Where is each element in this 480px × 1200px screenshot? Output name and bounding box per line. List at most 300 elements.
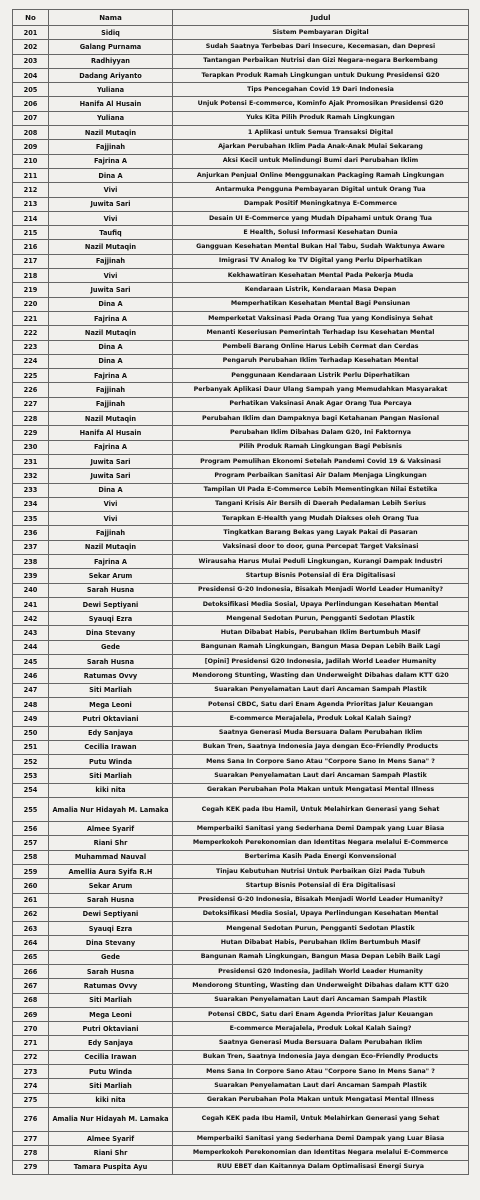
cell-no: 257 (13, 836, 49, 850)
cell-no: 269 (13, 1007, 49, 1021)
header-nama: Nama (49, 10, 173, 26)
cell-nama: Hanifa Al Husain (49, 426, 173, 440)
cell-judul: Tinjau Kebutuhan Nutrisi Untuk Perbaikan Gizi Pada Tubuh (173, 864, 469, 878)
cell-nama: Syauqi Ezra (49, 922, 173, 936)
table-row (13, 783, 469, 797)
cell-no: 220 (13, 297, 49, 311)
cell-no: 276 (13, 1107, 49, 1131)
cell-judul: Mendorong Stunting, Wasting dan Underweight Dibahas dalam KTT G20 (173, 669, 469, 683)
table-row (13, 1036, 469, 1050)
cell-judul: E-commerce Merajalela, Produk Lokal Kalah Saing? (173, 1022, 469, 1036)
cell-judul: 1 Aplikasi untuk Semua Transaksi Digital (173, 126, 469, 140)
cell-judul: E Health, Solusi Informasi Kesehatan Dunia (173, 226, 469, 240)
cell-nama: Galang Purnama (49, 40, 173, 54)
table-row (13, 1007, 469, 1021)
cell-no: 212 (13, 183, 49, 197)
cell-no: 233 (13, 483, 49, 497)
table-row (13, 655, 469, 669)
table-row (13, 369, 469, 383)
cell-nama: Sekar Arum (49, 879, 173, 893)
cell-judul: Detoksifikasi Media Sosial, Upaya Perlindungan Kesehatan Mental (173, 597, 469, 611)
cell-judul: Desain UI E-Commerce yang Mudah Dipahami untuk Orang Tua (173, 211, 469, 225)
cell-nama: Vivi (49, 512, 173, 526)
cell-judul: Presidensi G20 Indonesia, Jadilah World Leader Humanity (173, 965, 469, 979)
cell-no: 242 (13, 612, 49, 626)
table-row (13, 497, 469, 511)
cell-judul: Tingkatkan Barang Bekas yang Layak Pakai di Pasaran (173, 526, 469, 540)
cell-no: 249 (13, 712, 49, 726)
cell-judul: Tips Pencegahan Covid 19 Dari Indonesia (173, 83, 469, 97)
cell-nama: Juwita Sari (49, 283, 173, 297)
cell-nama: Dina Stevany (49, 626, 173, 640)
cell-nama: Amalia Nur Hidayah M. Lamaka (49, 1107, 173, 1131)
article-table (12, 9, 469, 1175)
table-row (13, 254, 469, 268)
table-row (13, 726, 469, 740)
cell-nama: Putu Winda (49, 755, 173, 769)
cell-judul: Wirausaha Harus Mulai Peduli Lingkungan, Kurangi Dampak Industri (173, 554, 469, 568)
table-row (13, 1065, 469, 1079)
table-header-row (13, 10, 469, 26)
cell-judul: Memperkokoh Perekonomian dan Identitas Negara melalui E-Commerce (173, 836, 469, 850)
cell-judul: Mens Sana In Corpore Sano Atau "Corpore Sano In Mens Sana" ? (173, 755, 469, 769)
table-row (13, 822, 469, 836)
cell-judul: Mengenal Sedotan Purun, Pengganti Sedotan Plastik (173, 922, 469, 936)
cell-no: 202 (13, 40, 49, 54)
cell-judul: Vaksinasi door to door, guna Percepat Target Vaksinasi (173, 540, 469, 554)
table-row (13, 26, 469, 40)
cell-nama: Dina A (49, 354, 173, 368)
cell-nama: Fajrina A (49, 440, 173, 454)
cell-no: 234 (13, 497, 49, 511)
table-row (13, 383, 469, 397)
cell-nama: Fajjinah (49, 140, 173, 154)
cell-no: 222 (13, 326, 49, 340)
table-row (13, 979, 469, 993)
cell-no: 230 (13, 440, 49, 454)
table-row (13, 769, 469, 783)
cell-judul: Program Pemulihan Ekonomi Setelah Pandemi Covid 19 & Vaksinasi (173, 454, 469, 468)
cell-judul: Antarmuka Pengguna Pembayaran Digital untuk Orang Tua (173, 183, 469, 197)
table-row (13, 836, 469, 850)
cell-judul: Menanti Keseriusan Pemerintah Terhadap Isu Kesehatan Mental (173, 326, 469, 340)
cell-no: 210 (13, 154, 49, 168)
cell-nama: Vivi (49, 497, 173, 511)
cell-nama: Siti Marliah (49, 993, 173, 1007)
table-row (13, 640, 469, 654)
cell-judul: Perbanyak Aplikasi Daur Ulang Sampah yang Memudahkan Masyarakat (173, 383, 469, 397)
table-row (13, 612, 469, 626)
cell-nama: Juwita Sari (49, 197, 173, 211)
table-row (13, 597, 469, 611)
cell-judul: Saatnya Generasi Muda Bersuara Dalam Perubahan Iklim (173, 726, 469, 740)
cell-nama: Dina A (49, 297, 173, 311)
cell-no: 244 (13, 640, 49, 654)
cell-no: 224 (13, 354, 49, 368)
cell-judul: Gerakan Perubahan Pola Makan untuk Mengatasi Mental Illness (173, 1093, 469, 1107)
cell-no: 227 (13, 397, 49, 411)
table-row (13, 54, 469, 68)
cell-judul: Anjurkan Penjual Online Menggunakan Packaging Ramah Lingkungan (173, 168, 469, 182)
cell-no: 232 (13, 469, 49, 483)
cell-nama: Nazil Mutaqin (49, 126, 173, 140)
table-row (13, 1160, 469, 1174)
cell-no: 258 (13, 850, 49, 864)
cell-no: 255 (13, 798, 49, 822)
cell-judul: Kekhawatiran Kesehatan Mental Pada Pekerja Muda (173, 269, 469, 283)
cell-judul: Mens Sana In Corpore Sano Atau "Corpore Sano In Mens Sana" ? (173, 1065, 469, 1079)
table-row (13, 626, 469, 640)
cell-no: 267 (13, 979, 49, 993)
table-row (13, 1050, 469, 1064)
table-row (13, 197, 469, 211)
cell-nama: Amalia Nur Hidayah M. Lamaka (49, 798, 173, 822)
table-row (13, 283, 469, 297)
cell-nama: Edy Sanjaya (49, 1036, 173, 1050)
table-row (13, 1131, 469, 1145)
cell-nama: Dina A (49, 483, 173, 497)
cell-nama: Juwita Sari (49, 454, 173, 468)
table-row (13, 211, 469, 225)
cell-nama: Mega Leoni (49, 697, 173, 711)
cell-nama: Nazil Mutaqin (49, 326, 173, 340)
cell-judul: Aksi Kecil untuk Melindungi Bumi dari Perubahan Iklim (173, 154, 469, 168)
cell-no: 238 (13, 554, 49, 568)
cell-judul: Tantangan Perbaikan Nutrisi dan Gizi Negara-negara Berkembang (173, 54, 469, 68)
cell-judul: Memperketat Vaksinasi Pada Orang Tua yang Kondisinya Sehat (173, 311, 469, 325)
cell-judul: Startup Bisnis Potensial di Era Digitalisasi (173, 879, 469, 893)
header-judul: Judul (173, 10, 469, 26)
table-row (13, 850, 469, 864)
cell-judul: Suarakan Penyelamatan Laut dari Ancaman Sampah Plastik (173, 769, 469, 783)
table-body (13, 26, 469, 1175)
cell-nama: Fajjinah (49, 397, 173, 411)
cell-judul: Sudah Saatnya Terbebas Dari Insecure, Kecemasan, dan Depresi (173, 40, 469, 54)
cell-nama: Fajjinah (49, 254, 173, 268)
cell-nama: Dewi Septiyani (49, 597, 173, 611)
cell-judul: Berterima Kasih Pada Energi Konvensional (173, 850, 469, 864)
table-row (13, 269, 469, 283)
cell-nama: Fajrina A (49, 311, 173, 325)
cell-nama: Vivi (49, 269, 173, 283)
cell-nama: Fajrina A (49, 154, 173, 168)
table-row (13, 755, 469, 769)
table-row (13, 798, 469, 822)
cell-no: 246 (13, 669, 49, 683)
cell-nama: Dina Stevany (49, 936, 173, 950)
cell-nama: Yuliana (49, 111, 173, 125)
cell-judul: Suarakan Penyelamatan Laut dari Ancaman Sampah Plastik (173, 1079, 469, 1093)
cell-nama: Nazil Mutaqin (49, 540, 173, 554)
table-row (13, 440, 469, 454)
table-row (13, 540, 469, 554)
cell-no: 260 (13, 879, 49, 893)
cell-judul: Sistem Pembayaran Digital (173, 26, 469, 40)
cell-judul: Perhatikan Vaksinasi Anak Agar Orang Tua Percaya (173, 397, 469, 411)
table-row (13, 111, 469, 125)
cell-no: 240 (13, 583, 49, 597)
cell-judul: Perubahan Iklim Dibahas Dalam G20, Ini Faktornya (173, 426, 469, 440)
cell-judul: Potensi CBDC, Satu dari Enam Agenda Prioritas Jalur Keuangan (173, 1007, 469, 1021)
cell-no: 235 (13, 512, 49, 526)
table-row (13, 354, 469, 368)
cell-no: 273 (13, 1065, 49, 1079)
cell-nama: Mega Leoni (49, 1007, 173, 1021)
cell-nama: Cecilia Irawan (49, 1050, 173, 1064)
cell-judul: Terapkan E-Health yang Mudah Diakses oleh Orang Tua (173, 512, 469, 526)
table-row (13, 40, 469, 54)
table-row (13, 297, 469, 311)
cell-judul: Gerakan Perubahan Pola Makan untuk Mengatasi Mental Illness (173, 783, 469, 797)
table-row (13, 712, 469, 726)
cell-no: 262 (13, 907, 49, 921)
table-row (13, 922, 469, 936)
cell-nama: Nazil Mutaqin (49, 412, 173, 426)
cell-nama: Sekar Arum (49, 569, 173, 583)
cell-no: 250 (13, 726, 49, 740)
cell-judul: Bukan Tren, Saatnya Indonesia Jaya dengan Eco-Friendly Products (173, 740, 469, 754)
cell-judul: Gangguan Kesehatan Mental Bukan Hal Tabu, Sudah Waktunya Aware (173, 240, 469, 254)
cell-no: 243 (13, 626, 49, 640)
table-row (13, 1022, 469, 1036)
cell-judul: Ajarkan Perubahan Iklim Pada Anak-Anak Mulai Sekarang (173, 140, 469, 154)
cell-nama: Dewi Septiyani (49, 907, 173, 921)
cell-nama: kiki nita (49, 783, 173, 797)
cell-judul: Program Perbaikan Sanitasi Air Dalam Menjaga Lingkungan (173, 469, 469, 483)
cell-no: 201 (13, 26, 49, 40)
cell-nama: Fajjinah (49, 526, 173, 540)
cell-no: 261 (13, 893, 49, 907)
cell-no: 211 (13, 168, 49, 182)
header-no: No (13, 10, 49, 26)
cell-nama: Vivi (49, 211, 173, 225)
table-row (13, 1146, 469, 1160)
table-row (13, 526, 469, 540)
cell-nama: Fajjinah (49, 383, 173, 397)
cell-no: 270 (13, 1022, 49, 1036)
table-row (13, 683, 469, 697)
table-row (13, 454, 469, 468)
cell-judul: Bangunan Ramah Lingkungan, Bangun Masa Depan Lebih Baik Lagi (173, 640, 469, 654)
cell-nama: Amellia Aura Syifa R.H (49, 864, 173, 878)
cell-nama: Edy Sanjaya (49, 726, 173, 740)
cell-no: 264 (13, 936, 49, 950)
cell-no: 239 (13, 569, 49, 583)
cell-no: 203 (13, 54, 49, 68)
cell-nama: Sarah Husna (49, 893, 173, 907)
cell-no: 279 (13, 1160, 49, 1174)
cell-nama: Ratumas Ovvy (49, 979, 173, 993)
cell-no: 253 (13, 769, 49, 783)
cell-no: 256 (13, 822, 49, 836)
table-row (13, 512, 469, 526)
table-row (13, 412, 469, 426)
cell-no: 277 (13, 1131, 49, 1145)
cell-nama: Putu Winda (49, 1065, 173, 1079)
table-row (13, 965, 469, 979)
table-row (13, 1079, 469, 1093)
table-row (13, 469, 469, 483)
cell-judul: Dampak Positif Meningkatnya E-Commerce (173, 197, 469, 211)
table-row (13, 226, 469, 240)
cell-judul: Kendaraan Listrik, Kendaraan Masa Depan (173, 283, 469, 297)
cell-judul: Terapkan Produk Ramah Lingkungan untuk Dukung Presidensi G20 (173, 68, 469, 82)
cell-no: 274 (13, 1079, 49, 1093)
cell-judul: Memperbaiki Sanitasi yang Sederhana Demi Dampak yang Luar Biasa (173, 822, 469, 836)
cell-no: 226 (13, 383, 49, 397)
cell-judul: Memperhatikan Kesehatan Mental Bagi Pensiunan (173, 297, 469, 311)
cell-nama: kiki nita (49, 1093, 173, 1107)
cell-judul: Pengaruh Perubahan Iklim Terhadap Kesehatan Mental (173, 354, 469, 368)
table-row (13, 83, 469, 97)
cell-no: 215 (13, 226, 49, 240)
cell-judul: RUU EBET dan Kaitannya Dalam Optimalisasi Energi Surya (173, 1160, 469, 1174)
cell-nama: Nazil Mutaqin (49, 240, 173, 254)
cell-nama: Siti Marliah (49, 769, 173, 783)
cell-judul: Cegah KEK pada Ibu Hamil, Untuk Melahirkan Generasi yang Sehat (173, 798, 469, 822)
cell-no: 259 (13, 864, 49, 878)
cell-no: 229 (13, 426, 49, 440)
cell-no: 278 (13, 1146, 49, 1160)
table-row (13, 893, 469, 907)
table-row (13, 68, 469, 82)
table-row (13, 864, 469, 878)
cell-no: 214 (13, 211, 49, 225)
table-row (13, 554, 469, 568)
table-row (13, 936, 469, 950)
cell-no: 204 (13, 68, 49, 82)
table-row (13, 311, 469, 325)
cell-nama: Radhiyyan (49, 54, 173, 68)
cell-no: 205 (13, 83, 49, 97)
cell-nama: Siti Marliah (49, 683, 173, 697)
cell-no: 275 (13, 1093, 49, 1107)
cell-nama: Vivi (49, 183, 173, 197)
cell-no: 245 (13, 655, 49, 669)
cell-no: 209 (13, 140, 49, 154)
table-row (13, 140, 469, 154)
cell-no: 237 (13, 540, 49, 554)
cell-nama: Juwita Sari (49, 469, 173, 483)
cell-judul: Memperkokoh Perekonomian dan Identitas Negara melalui E-Commerce (173, 1146, 469, 1160)
cell-judul: Imigrasi TV Analog ke TV Digital yang Perlu Diperhatikan (173, 254, 469, 268)
cell-nama: Siti Marliah (49, 1079, 173, 1093)
cell-nama: Riani Shr (49, 836, 173, 850)
cell-no: 254 (13, 783, 49, 797)
cell-judul: Suarakan Penyelamatan Laut dari Ancaman Sampah Plastik (173, 683, 469, 697)
cell-judul: Detoksifikasi Media Sosial, Upaya Perlindungan Kesehatan Mental (173, 907, 469, 921)
table-row (13, 1107, 469, 1131)
cell-judul: Bukan Tren, Saatnya Indonesia Jaya dengan Eco-Friendly Products (173, 1050, 469, 1064)
cell-no: 219 (13, 283, 49, 297)
cell-nama: Tamara Puspita Ayu (49, 1160, 173, 1174)
cell-no: 271 (13, 1036, 49, 1050)
table-row (13, 483, 469, 497)
cell-judul: Memperbaiki Sanitasi yang Sederhana Demi Dampak yang Luar Biasa (173, 1131, 469, 1145)
cell-no: 265 (13, 950, 49, 964)
cell-nama: Sarah Husna (49, 655, 173, 669)
cell-judul: Cegah KEK pada Ibu Hamil, Untuk Melahirkan Generasi yang Sehat (173, 1107, 469, 1131)
cell-no: 272 (13, 1050, 49, 1064)
table-row (13, 154, 469, 168)
cell-no: 236 (13, 526, 49, 540)
cell-nama: Sidiq (49, 26, 173, 40)
table-row (13, 1093, 469, 1107)
cell-judul: Penggunaan Kendaraan Listrik Perlu Diperhatikan (173, 369, 469, 383)
article-list-sheet (12, 9, 468, 1175)
cell-nama: Syauqi Ezra (49, 612, 173, 626)
table-row (13, 126, 469, 140)
cell-judul: Unjuk Potensi E-commerce, Kominfo Ajak Promosikan Presidensi G20 (173, 97, 469, 111)
cell-judul: [Opini] Presidensi G20 Indonesia, Jadilah World Leader Humanity (173, 655, 469, 669)
cell-no: 247 (13, 683, 49, 697)
cell-nama: Putri Oktaviani (49, 712, 173, 726)
cell-no: 266 (13, 965, 49, 979)
cell-judul: Presidensi G-20 Indonesia, Bisakah Menjadi World Leader Humanity? (173, 893, 469, 907)
table-row (13, 879, 469, 893)
cell-nama: Dadang Ariyanto (49, 68, 173, 82)
cell-judul: Pembeli Barang Online Harus Lebih Cermat dan Cerdas (173, 340, 469, 354)
table-row (13, 697, 469, 711)
cell-nama: Yuliana (49, 83, 173, 97)
cell-judul: Mengenal Sedotan Purun, Pengganti Sedotan Plastik (173, 612, 469, 626)
table-row (13, 168, 469, 182)
cell-no: 221 (13, 311, 49, 325)
table-row (13, 240, 469, 254)
cell-no: 217 (13, 254, 49, 268)
cell-no: 225 (13, 369, 49, 383)
table-row (13, 740, 469, 754)
table-row (13, 340, 469, 354)
cell-nama: Fajrina A (49, 369, 173, 383)
cell-judul: Hutan Dibabat Habis, Perubahan Iklim Bertumbuh Masif (173, 936, 469, 950)
cell-judul: Saatnya Generasi Muda Bersuara Dalam Perubahan Iklim (173, 1036, 469, 1050)
cell-no: 206 (13, 97, 49, 111)
cell-judul: Perubahan Iklim dan Dampaknya bagi Ketahanan Pangan Nasional (173, 412, 469, 426)
cell-no: 207 (13, 111, 49, 125)
table-row (13, 326, 469, 340)
table-row (13, 569, 469, 583)
cell-no: 263 (13, 922, 49, 936)
cell-no: 248 (13, 697, 49, 711)
table-row (13, 397, 469, 411)
table-row (13, 907, 469, 921)
table-row (13, 583, 469, 597)
cell-nama: Taufiq (49, 226, 173, 240)
table-row (13, 97, 469, 111)
table-row (13, 950, 469, 964)
cell-nama: Fajrina A (49, 554, 173, 568)
cell-judul: Tampilan UI Pada E-Commerce Lebih Mementingkan Nilai Estetika (173, 483, 469, 497)
cell-no: 208 (13, 126, 49, 140)
cell-nama: Dina A (49, 168, 173, 182)
cell-no: 231 (13, 454, 49, 468)
cell-no: 216 (13, 240, 49, 254)
cell-nama: Gede (49, 640, 173, 654)
cell-nama: Sarah Husna (49, 965, 173, 979)
cell-nama: Ratumas Ovvy (49, 669, 173, 683)
cell-nama: Muhammad Nauval (49, 850, 173, 864)
cell-judul: Bangunan Ramah Lingkungan, Bangun Masa Depan Lebih Baik Lagi (173, 950, 469, 964)
cell-nama: Almee Syarif (49, 822, 173, 836)
cell-judul: Suarakan Penyelamatan Laut dari Ancaman Sampah Plastik (173, 993, 469, 1007)
table-row (13, 993, 469, 1007)
cell-no: 223 (13, 340, 49, 354)
cell-judul: Potensi CBDC, Satu dari Enam Agenda Prioritas Jalur Keuangan (173, 697, 469, 711)
cell-judul: Hutan Dibabat Habis, Perubahan Iklim Bertumbuh Masif (173, 626, 469, 640)
cell-judul: Tangani Krisis Air Bersih di Daerah Pedalaman Lebih Serius (173, 497, 469, 511)
cell-judul: Presidensi G-20 Indonesia, Bisakah Menjadi World Leader Humanity? (173, 583, 469, 597)
